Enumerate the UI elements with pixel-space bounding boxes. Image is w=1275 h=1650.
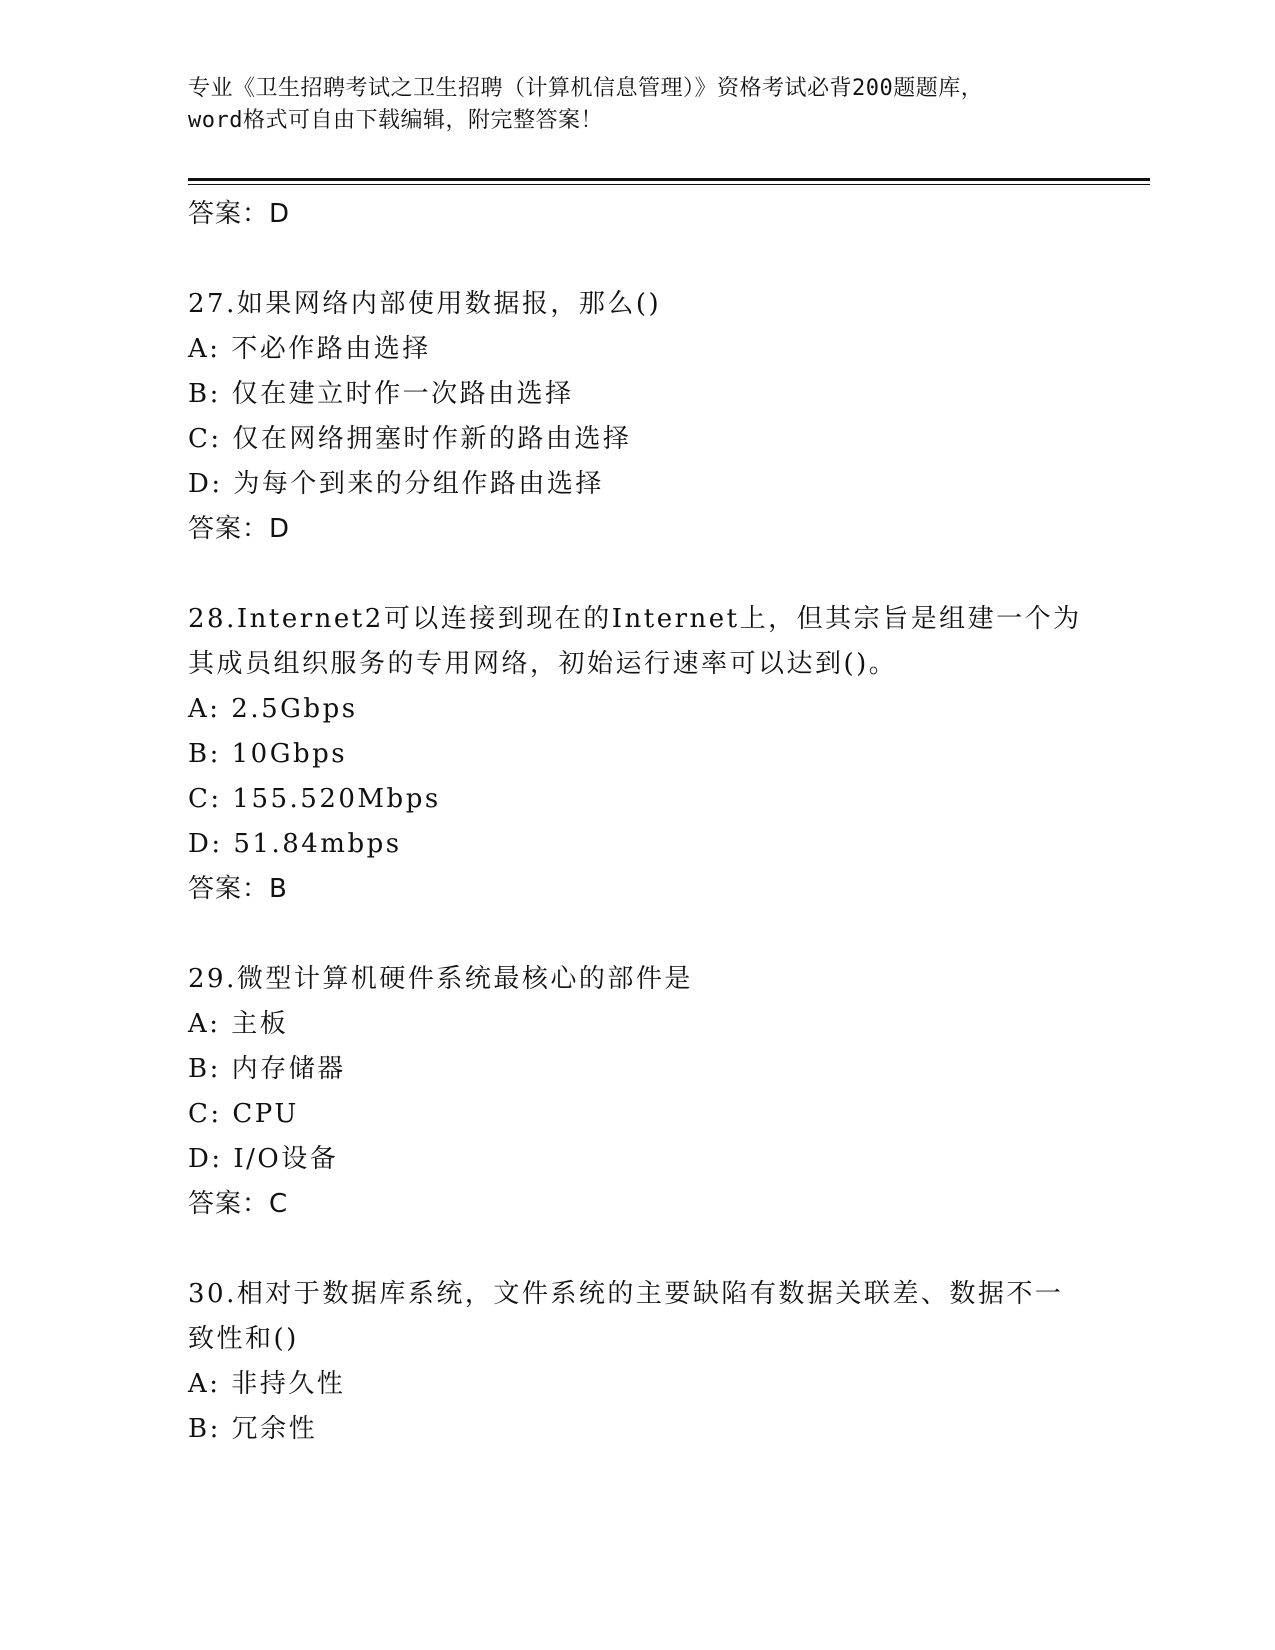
option-a: A: 2.5Gbps [188,694,358,724]
header-divider-thin [188,184,1150,185]
spacer [188,912,1088,957]
question-block [188,597,1088,912]
question-block [188,282,1088,552]
option-b: B: 10Gbps [188,739,348,769]
option-c: C: CPU [188,1099,299,1129]
question-stem-continued: 致性和() [188,1324,299,1354]
document-body [188,192,1088,1452]
question-block [188,1272,1088,1452]
option-d: D: 为每个到来的分组作路由选择 [188,469,604,499]
question-stem: 27.如果网络内部使用数据报，那么() [188,289,662,319]
header-line-1: 专业《卫生招聘考试之卫生招聘（计算机信息管理）》资格考试必背200题题库， [188,76,984,101]
answer-line: 答案：D [188,199,291,229]
option-c: C: 155.520Mbps [188,784,441,814]
option-c: C: 仅在网络拥塞时作新的路由选择 [188,424,632,454]
option-b: B: 仅在建立时作一次路由选择 [188,379,574,409]
question-block [188,957,1088,1227]
option-d: D: 51.84mbps [188,829,402,859]
answer-line: 答案：C [188,1189,289,1219]
option-b: B: 冗余性 [188,1414,318,1444]
option-b: B: 内存储器 [188,1054,346,1084]
question-stem: 30.相对于数据库系统，文件系统的主要缺陷有数据关联差、数据不一 [188,1279,1064,1309]
question-stem: 29.微型计算机硬件系统最核心的部件是 [188,964,693,994]
option-a: A: 主板 [188,1009,289,1039]
spacer [188,237,1088,282]
header-divider-thick [188,178,1150,181]
question-stem-continued: 其成员组织服务的专用网络，初始运行速率可以达到()。 [188,649,898,679]
option-a: A: 不必作路由选择 [188,334,431,364]
question-stem: 28.Internet2可以连接到现在的Internet上，但其宗旨是组建一个为 [188,604,1082,634]
spacer [188,552,1088,597]
option-a: A: 非持久性 [188,1369,346,1399]
spacer [188,1227,1088,1272]
answer-line: 答案：D [188,514,291,544]
header-line-2: word格式可自由下载编辑，附完整答案！ [188,108,603,133]
option-d: D: I/O设备 [188,1144,339,1174]
answer-line: 答案：B [188,874,288,904]
document-header [188,73,1088,137]
